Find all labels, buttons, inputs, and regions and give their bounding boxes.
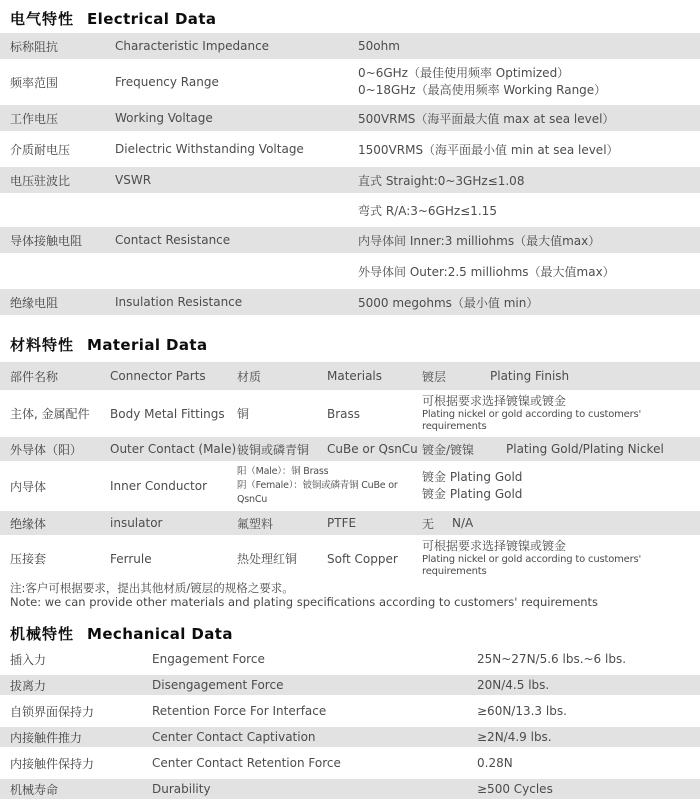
label-en: Insulation Resistance — [115, 295, 243, 309]
label-en: Durability — [152, 782, 211, 796]
header-plating-en: Plating Finish — [490, 369, 570, 383]
spec-value: ≥2N/4.9 lbs. — [477, 730, 552, 744]
label-zh: 插入力 — [10, 652, 47, 667]
label-zh: 机械寿命 — [10, 782, 59, 797]
label-en: Retention Force For Interface — [152, 704, 327, 718]
label-zh: 内接触件保持力 — [10, 756, 95, 771]
label-zh: 工作电压 — [10, 111, 59, 126]
section-title-zh: 电气特性 — [10, 10, 75, 28]
header-plating — [422, 368, 696, 385]
material-row — [0, 465, 700, 507]
header-part-en: Connector Parts — [110, 369, 206, 383]
part-en: Inner Conductor — [110, 479, 208, 493]
section-title-en: Material Data — [87, 336, 208, 354]
part-en: Body Metal Fittings — [110, 406, 225, 421]
spec-row — [0, 33, 700, 59]
spec-row — [0, 649, 700, 669]
note-en: Note: we can provide other materials and plating specifications according to customers' requirements — [10, 594, 599, 609]
label-zh: 拔离力 — [10, 678, 47, 693]
spec-row — [0, 63, 700, 101]
plating-line1: 镀金 Plating Gold — [422, 470, 523, 484]
material-cell — [237, 465, 422, 507]
material-row — [0, 437, 700, 461]
spec-value: 5000 megohms（最小值 min） — [358, 295, 539, 310]
plating-en: N/A — [452, 516, 474, 530]
header-plating-zh: 镀层 — [422, 369, 447, 384]
label-en: Frequency Range — [115, 75, 219, 89]
part-en: Outer Contact (Male) — [110, 442, 237, 456]
spec-value: 弯式 R/A:3~6GHz≤1.15 — [358, 203, 497, 218]
spec-value-line1: 0~6GHz（最佳使用频率 Optimized） — [358, 66, 570, 80]
label-zh: 电压驻波比 — [10, 173, 71, 188]
plating-zh: 无 — [422, 516, 435, 531]
table-header-row — [0, 362, 700, 390]
header-material-zh: 材质 — [237, 369, 262, 384]
part-zh: 压接套 — [10, 552, 47, 566]
section-title-electrical — [0, 0, 700, 28]
spec-value: 0.28N — [477, 756, 513, 770]
spec-value: 直式 Straight:0~3GHz≤1.08 — [358, 173, 525, 188]
part-zh: 主体, 金属配件 — [10, 407, 90, 421]
plating-line2: 镀金 Plating Gold — [422, 487, 523, 501]
label-en: Center Contact Captivation — [152, 730, 316, 744]
label-zh: 标称阻抗 — [10, 39, 59, 54]
section-title-zh: 机械特性 — [10, 625, 75, 643]
spec-row — [0, 701, 700, 721]
label-en: Dielectric Withstanding Voltage — [115, 142, 304, 156]
spec-row — [0, 289, 700, 315]
part-zh: 绝缘体 — [10, 516, 47, 531]
spec-value: ≥60N/13.3 lbs. — [477, 704, 567, 718]
material-female-line: 阴（Female）：铍铜或磷青铜 CuBe or QsnCu — [237, 480, 398, 505]
plating-cell — [422, 515, 696, 532]
material-zh: 热处理红铜 — [237, 552, 298, 566]
spec-value — [358, 65, 696, 99]
part-en: Ferrule — [110, 551, 152, 566]
label-en: VSWR — [115, 173, 152, 187]
electrical-table — [0, 33, 700, 315]
part-zh: 外导体（阳） — [10, 442, 83, 457]
plating-zh: 可根据要求选择镀镍或镀金 — [422, 539, 567, 553]
plating-cell — [422, 394, 696, 433]
spec-value: 20N/4.5 lbs. — [477, 678, 550, 692]
material-en: PTFE — [327, 516, 357, 530]
spec-row — [0, 135, 700, 163]
material-male-line: 阳（Male）：铜 Brass — [237, 466, 329, 477]
plating-zh: 可根据要求选择镀镍或镀金 — [422, 394, 567, 408]
material-row — [0, 511, 700, 535]
header-part-zh: 部件名称 — [10, 369, 59, 384]
plating-en: Plating nickel or gold according to customers' requirements — [422, 554, 642, 577]
spec-row — [0, 257, 700, 285]
label-en: Disengagement Force — [152, 678, 284, 692]
spec-value: 内导体间 Inner:3 milliohms（最大值max） — [358, 233, 601, 248]
label-zh: 绝缘电阻 — [10, 295, 59, 310]
material-row — [0, 539, 700, 578]
material-table — [0, 362, 700, 578]
spec-row — [0, 105, 700, 131]
spec-value: 500VRMS（海平面最大值 max at sea level） — [358, 111, 615, 126]
label-en: Contact Resistance — [115, 233, 231, 247]
part-en: insulator — [110, 516, 163, 530]
material-row — [0, 394, 700, 433]
spec-value: 1500VRMS（海平面最小值 min at sea level） — [358, 142, 619, 157]
spec-row — [0, 675, 700, 695]
mechanical-table — [0, 649, 700, 799]
spec-row — [0, 197, 700, 223]
section-title-material — [0, 334, 700, 354]
spec-row — [0, 167, 700, 193]
header-material-en: Materials — [327, 369, 383, 383]
material-zh: 氟塑料 — [237, 516, 274, 531]
spec-row — [0, 779, 700, 799]
plating-zh: 镀金/镀镍 — [422, 442, 475, 457]
material-zh: 铍铜或磷青铜 — [237, 442, 310, 457]
label-zh: 自锁界面保持力 — [10, 704, 95, 719]
spec-value: 25N~27N/5.6 lbs.~6 lbs. — [477, 652, 627, 666]
label-zh: 内接触件推力 — [10, 730, 83, 745]
section-title-en: Mechanical Data — [87, 625, 233, 643]
material-en: Soft Copper — [327, 551, 398, 566]
spec-value: 外导体间 Outer:2.5 milliohms（最大值max） — [358, 264, 615, 279]
spec-row — [0, 727, 700, 747]
note-zh: 注:客户可根据要求，提出其他材质/镀层的规格之要求。 — [10, 581, 294, 595]
spec-value: 50ohm — [358, 39, 400, 53]
material-note — [0, 582, 700, 609]
spec-value: ≥500 Cycles — [477, 782, 553, 796]
material-zh: 铜 — [237, 407, 250, 421]
plating-cell — [422, 539, 696, 578]
label-en: Engagement Force — [152, 652, 265, 666]
section-title-en: Electrical Data — [87, 10, 217, 28]
part-zh: 内导体 — [10, 479, 47, 494]
spec-row — [0, 753, 700, 773]
label-zh: 频率范围 — [10, 75, 59, 90]
plating-cell — [422, 469, 696, 503]
section-title-zh: 材料特性 — [10, 336, 75, 354]
spec-row — [0, 227, 700, 253]
material-en: CuBe or QsnCu — [327, 442, 418, 456]
material-en: Brass — [327, 406, 361, 421]
plating-en: Plating nickel or gold according to customers' requirements — [422, 409, 642, 432]
section-title-mechanical — [0, 623, 700, 643]
label-zh: 导体接触电阻 — [10, 233, 83, 248]
label-en: Working Voltage — [115, 111, 213, 125]
plating-en: Plating Gold/Plating Nickel — [506, 442, 664, 456]
spec-value-line2: 0~18GHz（最高使用频率 Working Range） — [358, 83, 607, 97]
label-en: Center Contact Retention Force — [152, 756, 341, 770]
plating-cell — [422, 441, 696, 458]
label-en: Characteristic Impedance — [115, 39, 270, 53]
label-zh: 介质耐电压 — [10, 142, 71, 157]
